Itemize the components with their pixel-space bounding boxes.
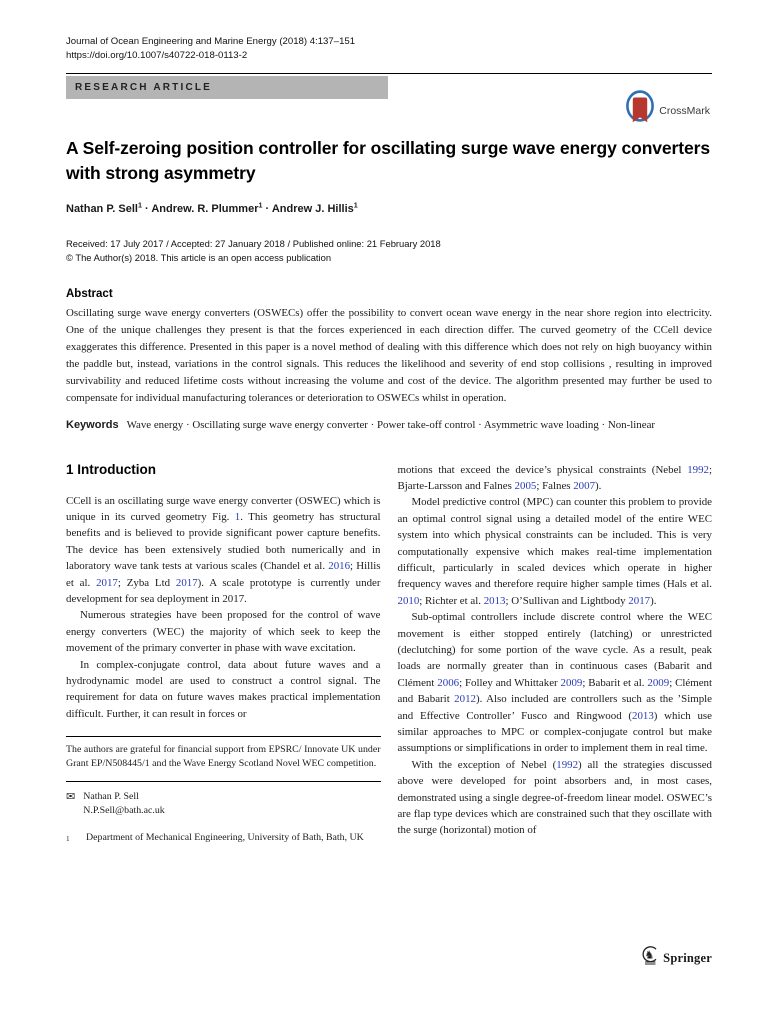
text-run: CCell is an oscillating surge wave energy converter (OSWEC) which is unique in its curved geometry Fig. [66,494,381,523]
corresponding-author-name: Nathan P. Sell [83,790,139,802]
citation-link[interactable]: 2010 [397,594,420,607]
text-run: · [141,203,152,215]
dates-block [66,237,712,264]
publisher-footer [642,946,712,970]
text-run: 1 [258,200,263,210]
correspondence-block [66,790,381,818]
left-column-paragraphs [66,493,381,723]
text-run: . This geometry has structural benefits and is believed to provide significant power capture benefits. The device has been extensively studied both numerically and in laboratory wave tank tests at various scales (Chandel et al. [66,510,381,573]
citation-link[interactable]: 1992 [687,463,709,476]
affiliation-block [66,831,381,846]
funding-footnote: The authors are grateful for financial support from EPSRC/ Innovate UK under Grant EP/N508445/1 and the Wave Energy Scotland Novel WEC competition. [66,744,381,770]
crossmark-icon [626,90,656,131]
citation-link[interactable]: 1 [234,510,241,523]
citation-link[interactable]: 2009 [560,676,583,689]
footnote-block [66,736,381,846]
paragraph [66,493,381,608]
text-run: ; Folley and Whittaker [459,676,561,689]
received-line: Received: 17 July 2017 / Accepted: 27 January 2018 / Published online: 21 February 2018 [66,238,441,249]
citation-link[interactable]: 2013 [632,709,654,722]
paragraph [398,609,713,757]
paragraph [66,657,381,723]
left-column [66,462,381,847]
svg-text:♞: ♞ [644,948,655,962]
text-run: With the exception of Nebel ( [411,758,557,771]
citation-link[interactable]: 2005 [514,479,537,492]
journal-citation-line: Journal of Ocean Engineering and Marine Energy (2018) 4:137–151 [66,36,356,47]
citation-link[interactable]: 1992 [556,758,579,771]
paragraph [66,607,381,656]
keywords-block [66,417,712,434]
corresponding-author-email[interactable]: N.P.Sell@bath.ac.uk [83,804,165,816]
keywords-text: Wave energy · Oscillating surge wave energy converter · Power take-off control · Asymmetric wave loading · Non-linear [126,419,656,431]
text-run: ; Zyba Ltd [117,576,176,589]
springer-logo-icon [642,946,659,970]
citation-link[interactable]: 2017 [628,594,651,607]
text-run: Nathan P. Sell [66,203,138,215]
citation-link[interactable]: 2006 [437,676,460,689]
text-run: · [262,203,272,215]
section-heading-introduction: 1 Introduction [66,461,156,477]
header-rule [66,73,712,74]
article-type-banner [66,76,388,99]
text-run: ). [595,479,602,492]
text-run: Andrew J. Hillis [271,203,354,215]
right-column-paragraphs [398,462,713,839]
text-run: ; Falnes [536,479,574,492]
text-run: ). [650,594,657,607]
right-column [398,462,713,847]
citation-link[interactable]: 2012 [454,693,476,706]
citation-link[interactable]: 2009 [647,676,670,689]
text-run: Sub-optimal controllers include discrete control where the WEC movement is either stopped entirely (latching) or unrestricted (declutching) for some portion of the wave cycle. As a result, peak loads are normally greater than in continuous cases (Babarit and Clément [397,611,712,689]
citation-link[interactable]: 2017 [175,576,198,589]
text-run: ; Clément and Babarit [397,676,712,706]
article-type-label: RESEARCH ARTICLE [75,82,213,93]
crossmark-badge[interactable] [626,90,710,131]
doi-link[interactable]: https://doi.org/10.1007/s40722-018-0113-2 [66,50,248,61]
text-run: Model predictive control (MPC) can counter this problem to provide an optimal control signal using a detailed model of the entire WEC system into which physical constraints can be included. This is very computationally expensive which makes real-time implementation difficult, particularly in scaled devices which operate in higher frequency waves and therefore require higher sample times (Hals et al. [397,496,712,591]
paragraph [398,757,713,839]
citation-link[interactable]: 2007 [573,479,596,492]
envelope-icon: ✉ [66,790,76,803]
abstract-heading: Abstract [66,288,113,300]
text-run: ; Richter et al. [419,594,484,607]
affiliation-text: Department of Mechanical Engineering, University of Bath, Bath, UK [86,832,364,843]
citation-link[interactable]: 2013 [483,594,506,607]
text-run: ) which use similar approaches to MPC or complex-conjugate control but make assumptions or simplifications in order to implement them in real time. [397,709,712,755]
text-run: Numerous strategies have been proposed for the control of wave energy converters (WEC) the majority of which seek to keep the movement of the primary converter in phase with wave excitation. [66,609,381,655]
paragraph [398,494,713,609]
text-run: Andrew. R. Plummer [151,203,259,215]
text-run: motions that exceed the device’s physical constraints (Nebel [397,463,688,476]
correspondence-lines [83,790,165,818]
correspondence-rule [66,781,381,782]
crossmark-label: CrossMark [659,104,710,117]
text-run: In complex-conjugate control, data about future waves and a hydrodynamic model are used to construct a control signal. The requirement for data on future waves makes practical implementation difficult. Further, it can result in forces or [66,658,381,720]
text-run: 1 [353,200,358,210]
two-column-body [66,462,712,847]
publisher-name: Springer [663,950,712,965]
citation-link[interactable]: 2017 [96,576,118,589]
citation-link[interactable]: 2016 [328,560,351,573]
abstract-text: Oscillating surge wave energy converters (OSWECs) offer the possibility to convert ocean wave energy in the near shore region into electricity. One of the unique challenges they present is that the forces experienced in each direction differ. The curved geometry of the CCell device exaggerates this difference. Presented in this paper is a novel method of dealing with this difference which does not rely on high buoyancy within the paddle but, instead, variations in the control signals. This reduces the likelihood and severity of end stop collisions , resulting in improved survivability and reduced lifetime costs without increasing the volume and cost of the device. The algorithm presented may further be used to compensate for individual manufacturing tolerances or deterioration to OSWECs whilst in operation. [66,307,712,404]
text-run: ). A scale prototype is currently under development for sea deployment in 2017. [66,576,381,605]
text-run: ) all the strategies discussed above were developed for point absorbers and, in most cases, demonstrated using a single degree-of-freedom linear model. OSWEC’s are flap type devices which are constrained such that they oscillate with the surge (horizontal) motion of [397,758,712,837]
text-run: 1 [137,200,142,210]
text-run: ; Bjarte-Larsson and Falnes [397,463,712,492]
author-line [66,200,712,215]
text-run: ; O’Sullivan and Lightbody [505,594,629,607]
affiliation-number: 1 [66,835,70,843]
page-title: A Self-zeroing position controller for oscillating surge wave energy converters with strong asymmetry [66,138,710,183]
text-run: ; Hillis et al. [66,560,381,589]
text-run: ; Babarit et al. [582,676,648,689]
footnote-rule [66,736,381,737]
text-run: ). Also included are controllers such as the ’Simple and Effective Controller’ Fusco and Ringwood ( [397,693,712,722]
copyright-line: © The Author(s) 2018. This article is an open access publication [66,251,332,263]
paragraph [398,462,713,495]
keywords-heading: Keywords [66,419,119,431]
